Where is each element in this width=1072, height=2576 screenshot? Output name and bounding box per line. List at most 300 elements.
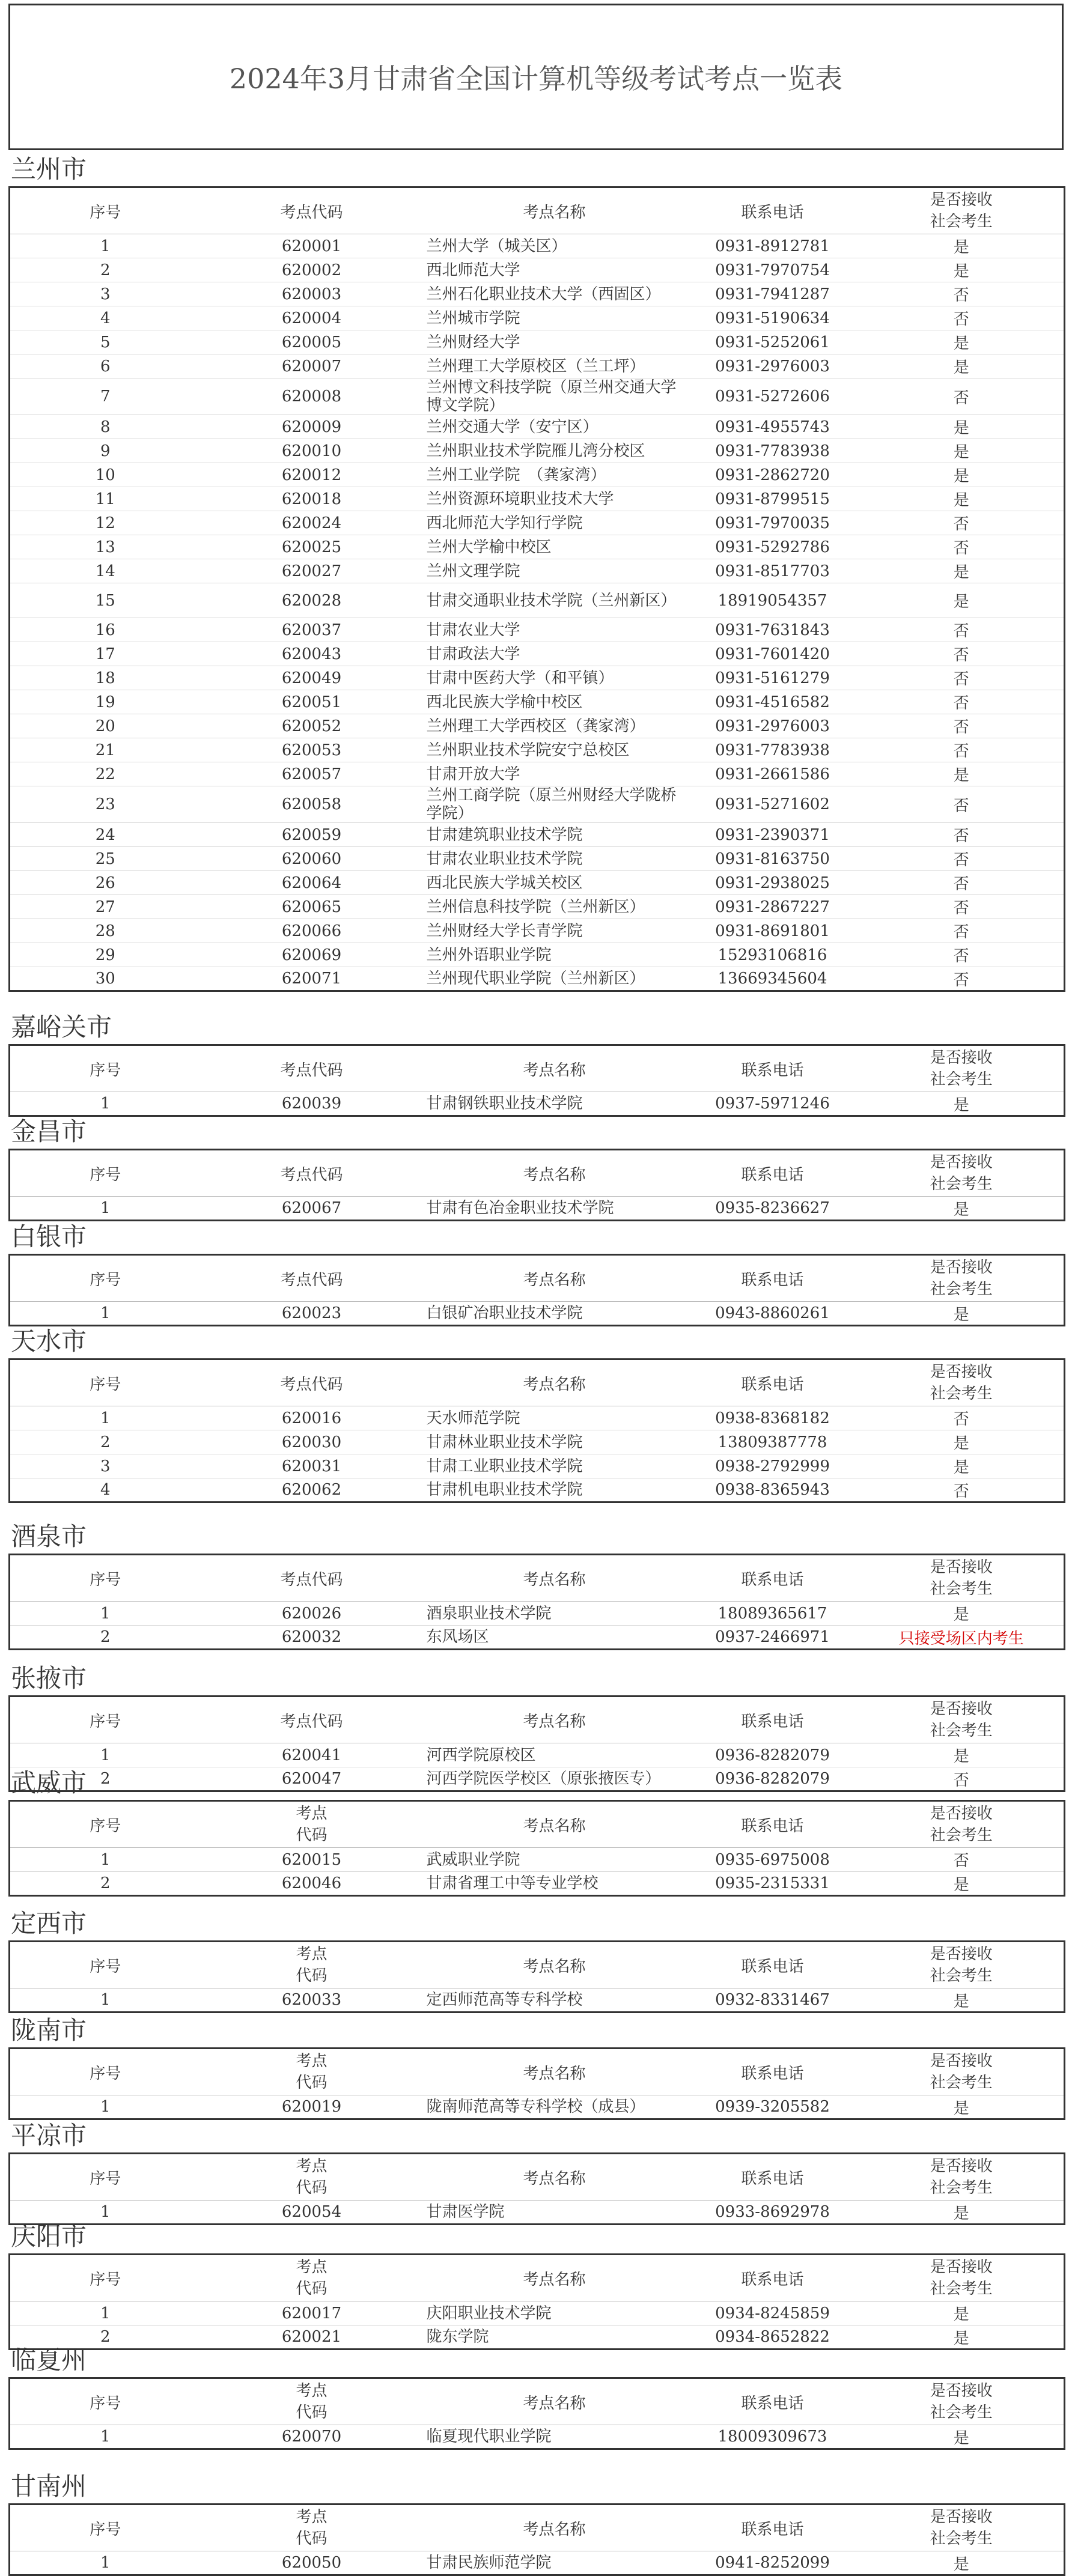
cell-phone: 0931-2976003	[686, 354, 859, 378]
cell-accept: 否	[859, 690, 1065, 714]
cell-phone: 0931-8691801	[686, 919, 859, 943]
header-phone: 联系电话	[686, 2154, 859, 2201]
cell-code: 620047	[201, 1767, 423, 1791]
cell-accept: 是	[859, 234, 1065, 258]
cell-seq: 23	[10, 786, 201, 823]
city-heading: 平凉市	[11, 2121, 87, 2150]
table-row	[10, 895, 1065, 919]
cell-accept: 否	[859, 895, 1065, 919]
cell-phone: 0931-8912781	[686, 234, 859, 258]
table-row	[10, 1454, 1065, 1478]
cell-accept: 是	[859, 1454, 1065, 1478]
header-name: 考点名称	[423, 1555, 686, 1602]
cell-phone: 0931-7783938	[686, 738, 859, 762]
header-accept	[859, 187, 1065, 234]
cell-phone: 0931-5292786	[686, 535, 859, 559]
cell-seq: 26	[10, 871, 201, 895]
table-row	[10, 1872, 1065, 1896]
cell-seq: 27	[10, 895, 201, 919]
cell-phone: 0931-7631843	[686, 618, 859, 642]
cell-name: 甘肃开放大学	[423, 762, 686, 786]
cell-accept: 否	[859, 786, 1065, 823]
cell-seq: 1	[10, 234, 201, 258]
cell-seq: 1	[10, 2301, 201, 2325]
header-code	[201, 2378, 423, 2425]
cell-accept: 否	[859, 511, 1065, 535]
table-row	[10, 967, 1065, 991]
header-accept-line1: 是否接收	[930, 1049, 993, 1067]
city-heading: 酒泉市	[11, 1522, 87, 1551]
table-row	[10, 583, 1065, 618]
cell-code: 620017	[201, 2301, 423, 2325]
cell-name: 甘肃中医药大学（和平镇）	[423, 666, 686, 690]
header-name: 考点名称	[423, 2505, 686, 2551]
cell-name: 西北师范大学	[423, 258, 686, 282]
header-seq: 序号	[10, 1555, 201, 1602]
table-row	[10, 1767, 1065, 1791]
cell-phone: 0939-3205582	[686, 2095, 859, 2119]
cell-code: 620049	[201, 666, 423, 690]
cell-name: 兰州职业技术学院安宁总校区	[423, 738, 686, 762]
header-code: 考点代码	[201, 1255, 423, 1302]
cell-code: 620012	[201, 463, 423, 487]
cell-seq: 1	[10, 1197, 201, 1221]
header-accept	[859, 1801, 1065, 1848]
cell-accept: 是	[859, 2551, 1065, 2575]
cell-name: 白银矿冶职业技术学院	[423, 1302, 686, 1326]
cell-accept: 是	[859, 439, 1065, 463]
header-code	[201, 1801, 423, 1848]
cell-name: 定西师范高等专科学校	[423, 1988, 686, 2012]
header-code-line2: 代码	[296, 1826, 327, 1844]
table-row	[10, 1848, 1065, 1872]
city-heading: 金昌市	[11, 1117, 87, 1146]
cell-accept: 是	[859, 1743, 1065, 1767]
cell-seq: 21	[10, 738, 201, 762]
cell-accept: 否	[859, 618, 1065, 642]
cell-seq: 4	[10, 306, 201, 330]
table-row	[10, 2325, 1065, 2350]
cell-seq: 6	[10, 354, 201, 378]
header-phone: 联系电话	[686, 1150, 859, 1197]
header-accept-line1: 是否接收	[930, 1558, 993, 1576]
cell-code: 620071	[201, 967, 423, 991]
header-accept-line1: 是否接收	[930, 1700, 993, 1718]
cell-name: 甘肃林业职业技术学院	[423, 1430, 686, 1454]
cell-name: 西北民族大学榆中校区	[423, 690, 686, 714]
table-row	[10, 1743, 1065, 1767]
cell-accept: 是	[859, 354, 1065, 378]
cell-phone: 0936-8282079	[686, 1743, 859, 1767]
header-code: 考点代码	[201, 1359, 423, 1406]
cell-seq: 2	[10, 1767, 201, 1791]
cell-accept: 否	[859, 967, 1065, 991]
header-accept-line1: 是否接收	[930, 191, 993, 209]
cell-name: 兰州工商学院（原兰州财经大学陇桥学院）	[423, 786, 686, 823]
cell-phone: 0931-7601420	[686, 642, 859, 666]
cell-code: 620065	[201, 895, 423, 919]
header-accept	[859, 1555, 1065, 1602]
table-header-row	[10, 1150, 1065, 1197]
header-accept-line2: 社会考生	[930, 213, 993, 231]
header-name: 考点名称	[423, 2049, 686, 2095]
cell-code: 620024	[201, 511, 423, 535]
cell-code: 620031	[201, 1454, 423, 1478]
cell-seq: 14	[10, 559, 201, 583]
cell-accept: 否	[859, 943, 1065, 967]
cell-name: 陇东学院	[423, 2325, 686, 2350]
header-phone: 联系电话	[686, 1942, 859, 1988]
cell-name: 酒泉职业技术学院	[423, 1602, 686, 1626]
cell-code: 620064	[201, 871, 423, 895]
cell-phone: 0931-5271602	[686, 786, 859, 823]
header-name: 考点名称	[423, 1045, 686, 1092]
cell-accept: 是	[859, 559, 1065, 583]
table-row	[10, 2301, 1065, 2325]
table-row	[10, 1430, 1065, 1454]
cell-phone: 0931-5252061	[686, 330, 859, 354]
header-name: 考点名称	[423, 1150, 686, 1197]
cell-phone: 0934-8245859	[686, 2301, 859, 2325]
table-row	[10, 234, 1065, 258]
header-seq: 序号	[10, 1801, 201, 1848]
cell-code: 620001	[201, 234, 423, 258]
header-accept	[859, 2505, 1065, 2551]
cell-seq: 24	[10, 823, 201, 847]
table-row	[10, 282, 1065, 306]
cell-phone: 15293106816	[686, 943, 859, 967]
table-row	[10, 786, 1065, 823]
cell-seq: 10	[10, 463, 201, 487]
cell-accept: 是	[859, 463, 1065, 487]
header-seq: 序号	[10, 2378, 201, 2425]
cell-code: 620062	[201, 1478, 423, 1502]
cell-code: 620041	[201, 1743, 423, 1767]
header-code-line1: 考点	[296, 2052, 327, 2070]
cell-seq: 1	[10, 1848, 201, 1872]
header-accept-line2: 社会考生	[930, 2404, 993, 2422]
cell-code: 620021	[201, 2325, 423, 2350]
header-accept	[859, 1150, 1065, 1197]
cell-seq: 28	[10, 919, 201, 943]
cell-name: 兰州城市学院	[423, 306, 686, 330]
cell-name: 河西学院原校区	[423, 1743, 686, 1767]
header-code	[201, 2505, 423, 2551]
cell-code: 620009	[201, 415, 423, 439]
cell-accept: 是	[859, 583, 1065, 618]
cell-phone: 18089365617	[686, 1602, 859, 1626]
table-header-row	[10, 1697, 1065, 1743]
cell-seq: 9	[10, 439, 201, 463]
cell-seq: 1	[10, 2201, 201, 2225]
cell-accept: 是	[859, 762, 1065, 786]
cell-code: 620037	[201, 618, 423, 642]
header-code	[201, 2049, 423, 2095]
table-row	[10, 306, 1065, 330]
cell-seq: 1	[10, 1988, 201, 2012]
cell-accept: 是	[859, 1430, 1065, 1454]
city-heading: 嘉峪关市	[11, 1012, 112, 1042]
cell-name: 甘肃钢铁职业技术学院	[423, 1092, 686, 1116]
cell-seq: 11	[10, 487, 201, 511]
cell-seq: 2	[10, 2325, 201, 2350]
cell-name: 兰州职业技术学院雁儿湾分校区	[423, 439, 686, 463]
cell-accept: 否	[859, 1767, 1065, 1791]
cell-accept: 只接受场区内考生	[859, 1626, 1065, 1650]
header-seq: 序号	[10, 1150, 201, 1197]
cell-name: 兰州工业学院 （龚家湾）	[423, 463, 686, 487]
header-phone: 联系电话	[686, 1801, 859, 1848]
header-accept-line1: 是否接收	[930, 1363, 993, 1381]
cell-accept: 否	[859, 738, 1065, 762]
header-seq: 序号	[10, 1359, 201, 1406]
header-phone: 联系电话	[686, 2255, 859, 2301]
table-row	[10, 1478, 1065, 1502]
header-accept-line1: 是否接收	[930, 2508, 993, 2526]
exam-site-table	[8, 1254, 1065, 1326]
cell-seq: 5	[10, 330, 201, 354]
header-code: 考点代码	[201, 1045, 423, 1092]
table-header-row	[10, 1942, 1065, 1988]
cell-phone: 13669345604	[686, 967, 859, 991]
cell-seq: 1	[10, 2095, 201, 2119]
cell-code: 620070	[201, 2425, 423, 2449]
header-seq: 序号	[10, 2154, 201, 2201]
cell-name: 甘肃省理工中等专业学校	[423, 1872, 686, 1896]
cell-name: 河西学院医学校区（原张掖医专）	[423, 1767, 686, 1791]
table-row	[10, 415, 1065, 439]
exam-site-table	[8, 2152, 1065, 2225]
table-row	[10, 258, 1065, 282]
cell-name: 甘肃政法大学	[423, 642, 686, 666]
table-row	[10, 943, 1065, 967]
table-row	[10, 714, 1065, 738]
cell-name: 天水师范学院	[423, 1406, 686, 1430]
table-header-row	[10, 2505, 1065, 2551]
cell-phone: 0937-5971246	[686, 1092, 859, 1116]
cell-accept: 是	[859, 487, 1065, 511]
table-row	[10, 354, 1065, 378]
header-code	[201, 2255, 423, 2301]
cell-phone: 0931-2976003	[686, 714, 859, 738]
cell-seq: 18	[10, 666, 201, 690]
header-name: 考点名称	[423, 1801, 686, 1848]
exam-site-table	[8, 1149, 1065, 1221]
header-seq: 序号	[10, 1697, 201, 1743]
cell-accept: 否	[859, 1478, 1065, 1502]
cell-name: 兰州博文科技学院（原兰州交通大学博文学院）	[423, 378, 686, 415]
cell-accept: 是	[859, 2425, 1065, 2449]
cell-seq: 16	[10, 618, 201, 642]
cell-code: 620051	[201, 690, 423, 714]
header-code-line1: 考点	[296, 2157, 327, 2175]
header-accept	[859, 2378, 1065, 2425]
cell-name: 东风场区	[423, 1626, 686, 1650]
cell-seq: 1	[10, 1602, 201, 1626]
header-phone: 联系电话	[686, 1255, 859, 1302]
header-code-line2: 代码	[296, 2280, 327, 2298]
cell-code: 620023	[201, 1302, 423, 1326]
cell-phone: 0931-2661586	[686, 762, 859, 786]
header-seq: 序号	[10, 1045, 201, 1092]
header-seq: 序号	[10, 2505, 201, 2551]
table-row	[10, 618, 1065, 642]
header-code: 考点代码	[201, 1150, 423, 1197]
header-phone: 联系电话	[686, 1555, 859, 1602]
cell-seq: 29	[10, 943, 201, 967]
cell-code: 620007	[201, 354, 423, 378]
cell-phone: 0935-2315331	[686, 1872, 859, 1896]
exam-site-table	[8, 1800, 1065, 1897]
header-phone: 联系电话	[686, 187, 859, 234]
table-header-row	[10, 1359, 1065, 1406]
city-heading: 天水市	[11, 1326, 87, 1356]
cell-phone: 0931-7941287	[686, 282, 859, 306]
cell-phone: 0931-7970754	[686, 258, 859, 282]
cell-seq: 3	[10, 282, 201, 306]
cell-name: 甘肃民族师范学院	[423, 2551, 686, 2575]
table-row	[10, 919, 1065, 943]
cell-name: 兰州理工大学西校区（龚家湾）	[423, 714, 686, 738]
city-heading: 兰州市	[11, 154, 87, 184]
cell-phone: 0938-8365943	[686, 1478, 859, 1502]
cell-accept: 否	[859, 919, 1065, 943]
table-header-row	[10, 1555, 1065, 1602]
header-code-line1: 考点	[296, 2508, 327, 2526]
cell-name: 兰州现代职业学院（兰州新区）	[423, 967, 686, 991]
cell-code: 620008	[201, 378, 423, 415]
header-phone: 联系电话	[686, 2378, 859, 2425]
document-title: 2024年3月甘肃省全国计算机等级考试考点一览表	[8, 4, 1064, 150]
header-code-line2: 代码	[296, 2074, 327, 2092]
cell-accept: 是	[859, 1872, 1065, 1896]
cell-name: 兰州信息科技学院（兰州新区）	[423, 895, 686, 919]
cell-seq: 2	[10, 1872, 201, 1896]
cell-code: 620027	[201, 559, 423, 583]
header-seq: 序号	[10, 187, 201, 234]
cell-name: 甘肃农业大学	[423, 618, 686, 642]
cell-seq: 8	[10, 415, 201, 439]
cell-phone: 0931-2938025	[686, 871, 859, 895]
exam-site-table	[8, 1695, 1065, 1792]
exam-site-table	[8, 1044, 1065, 1117]
header-accept-line2: 社会考生	[930, 1280, 993, 1298]
cell-seq: 19	[10, 690, 201, 714]
cell-accept: 是	[859, 1602, 1065, 1626]
cell-seq: 1	[10, 2551, 201, 2575]
cell-name: 甘肃农业职业技术学院	[423, 847, 686, 871]
cell-seq: 3	[10, 1454, 201, 1478]
cell-seq: 1	[10, 1092, 201, 1116]
header-accept-line1: 是否接收	[930, 2382, 993, 2400]
cell-accept: 是	[859, 2095, 1065, 2119]
cell-phone: 0931-7970035	[686, 511, 859, 535]
table-header-row	[10, 2255, 1065, 2301]
cell-name: 临夏现代职业学院	[423, 2425, 686, 2449]
cell-accept: 是	[859, 2301, 1065, 2325]
cell-phone: 0943-8860261	[686, 1302, 859, 1326]
cell-phone: 18919054357	[686, 583, 859, 618]
cell-name: 兰州财经大学	[423, 330, 686, 354]
table-row	[10, 378, 1065, 415]
table-row	[10, 559, 1065, 583]
cell-accept: 是	[859, 1302, 1065, 1326]
header-accept	[859, 1255, 1065, 1302]
header-accept-line2: 社会考生	[930, 1071, 993, 1089]
cell-phone: 0937-2466971	[686, 1626, 859, 1650]
header-name: 考点名称	[423, 187, 686, 234]
cell-seq: 4	[10, 1478, 201, 1502]
exam-site-table	[8, 1554, 1065, 1650]
cell-phone: 0935-6975008	[686, 1848, 859, 1872]
cell-seq: 2	[10, 1626, 201, 1650]
header-phone: 联系电话	[686, 1359, 859, 1406]
cell-code: 620018	[201, 487, 423, 511]
cell-code: 620043	[201, 642, 423, 666]
header-accept-line2: 社会考生	[930, 1580, 993, 1598]
cell-name: 兰州大学（城关区）	[423, 234, 686, 258]
cell-code: 620059	[201, 823, 423, 847]
table-row	[10, 871, 1065, 895]
cell-phone: 0931-8517703	[686, 559, 859, 583]
cell-seq: 1	[10, 1406, 201, 1430]
cell-code: 620046	[201, 1872, 423, 1896]
cell-seq: 20	[10, 714, 201, 738]
city-heading: 庆阳市	[11, 2222, 87, 2251]
header-code-line2: 代码	[296, 1967, 327, 1985]
cell-accept: 否	[859, 378, 1065, 415]
header-code: 考点代码	[201, 1697, 423, 1743]
cell-phone: 0931-8163750	[686, 847, 859, 871]
header-code: 考点代码	[201, 187, 423, 234]
header-name: 考点名称	[423, 2255, 686, 2301]
header-name: 考点名称	[423, 1942, 686, 1988]
exam-site-table	[8, 1940, 1065, 2013]
cell-phone: 0934-8652822	[686, 2325, 859, 2350]
header-accept	[859, 2255, 1065, 2301]
cell-seq: 7	[10, 378, 201, 415]
table-header-row	[10, 1255, 1065, 1302]
city-heading: 白银市	[11, 1222, 87, 1251]
header-code-line1: 考点	[296, 2382, 327, 2400]
cell-name: 西北民族大学城关校区	[423, 871, 686, 895]
cell-accept: 否	[859, 535, 1065, 559]
cell-name: 西北师范大学知行学院	[423, 511, 686, 535]
cell-seq: 1	[10, 2425, 201, 2449]
table-header-row	[10, 2378, 1065, 2425]
cell-name: 甘肃机电职业技术学院	[423, 1478, 686, 1502]
header-phone: 联系电话	[686, 2049, 859, 2095]
header-seq: 序号	[10, 1255, 201, 1302]
city-heading: 定西市	[11, 1909, 87, 1938]
cell-phone: 0938-2792999	[686, 1454, 859, 1478]
cell-code: 620067	[201, 1197, 423, 1221]
cell-seq: 17	[10, 642, 201, 666]
cell-code: 620016	[201, 1406, 423, 1430]
header-name: 考点名称	[423, 1697, 686, 1743]
cell-name: 陇南师范高等专科学校（成县）	[423, 2095, 686, 2119]
cell-seq: 15	[10, 583, 201, 618]
table-row	[10, 642, 1065, 666]
cell-seq: 13	[10, 535, 201, 559]
table-row	[10, 666, 1065, 690]
header-accept	[859, 2049, 1065, 2095]
header-name: 考点名称	[423, 1359, 686, 1406]
cell-seq: 30	[10, 967, 201, 991]
table-row	[10, 439, 1065, 463]
cell-name: 兰州石化职业技术大学（西固区）	[423, 282, 686, 306]
header-accept-line1: 是否接收	[930, 2258, 993, 2276]
